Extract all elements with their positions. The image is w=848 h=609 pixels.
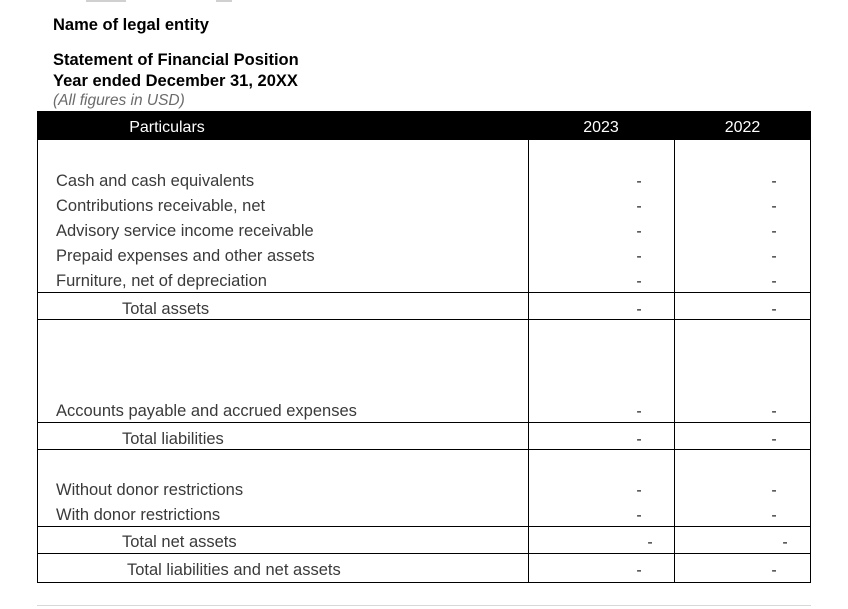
row-divider bbox=[37, 422, 811, 423]
value-2023: - bbox=[636, 198, 642, 215]
total-net-assets-label: Total net assets bbox=[122, 533, 237, 551]
value-2022: - bbox=[771, 507, 777, 524]
value-2022: - bbox=[771, 273, 777, 290]
header-year-2023: 2023 bbox=[583, 119, 619, 136]
value-2022: - bbox=[771, 223, 777, 240]
statement-title: Statement of Financial Position bbox=[53, 51, 299, 69]
total-assets-2023: - bbox=[636, 301, 642, 318]
total-net-assets-2022: - bbox=[782, 534, 788, 551]
value-2023: - bbox=[636, 273, 642, 290]
value-2022: - bbox=[771, 482, 777, 499]
top-edge-mark bbox=[216, 0, 232, 2]
financial-position-table bbox=[37, 111, 811, 583]
total-liabilities-net-assets-2023: - bbox=[636, 562, 642, 579]
row-label: Contributions receivable, net bbox=[56, 197, 266, 215]
row-divider bbox=[37, 319, 811, 320]
currency-note: (All figures in USD) bbox=[53, 92, 185, 109]
row-divider bbox=[37, 553, 811, 554]
row-label: Prepaid expenses and other assets bbox=[56, 247, 315, 265]
table-border-right bbox=[810, 140, 811, 583]
total-liabilities-net-assets-2022: - bbox=[771, 562, 777, 579]
row-divider bbox=[37, 526, 811, 527]
value-2022: - bbox=[771, 198, 777, 215]
row-label: With donor restrictions bbox=[56, 506, 221, 524]
row-divider bbox=[37, 292, 811, 293]
table-border-bottom bbox=[37, 582, 811, 583]
total-liabilities-label: Total liabilities bbox=[122, 430, 224, 448]
total-assets-label: Total assets bbox=[122, 300, 210, 318]
table-border-left bbox=[37, 140, 38, 583]
total-assets-2022: - bbox=[771, 301, 777, 318]
value-2023: - bbox=[636, 482, 642, 499]
entity-name: Name of legal entity bbox=[53, 16, 209, 34]
value-2023: - bbox=[636, 507, 642, 524]
column-divider bbox=[528, 140, 529, 583]
value-2023: - bbox=[636, 248, 642, 265]
row-label: Without donor restrictions bbox=[56, 481, 244, 499]
total-net-assets-2023: - bbox=[647, 534, 653, 551]
row-label: Advisory service income receivable bbox=[56, 222, 314, 240]
header-year-2022: 2022 bbox=[724, 119, 761, 136]
column-divider bbox=[674, 140, 675, 583]
statement-period: Year ended December 31, 20XX bbox=[53, 72, 298, 90]
value-2023: - bbox=[636, 223, 642, 240]
value-2023: - bbox=[636, 173, 642, 190]
row-label: Accounts payable and accrued expenses bbox=[56, 402, 357, 420]
header-particulars: Particulars bbox=[129, 119, 205, 136]
row-label: Furniture, net of depreciation bbox=[56, 272, 267, 290]
row-label: Cash and cash equivalents bbox=[56, 172, 255, 190]
page-bottom-rule bbox=[37, 605, 811, 606]
total-liabilities-2022: - bbox=[771, 431, 777, 448]
total-liabilities-net-assets-label: Total liabilities and net assets bbox=[127, 561, 341, 579]
value-2022: - bbox=[771, 248, 777, 265]
value-2022: - bbox=[771, 173, 777, 190]
row-divider bbox=[37, 449, 811, 450]
top-edge-mark bbox=[86, 0, 126, 2]
value-2022: - bbox=[771, 403, 777, 420]
value-2023: - bbox=[636, 403, 642, 420]
total-liabilities-2023: - bbox=[636, 431, 642, 448]
